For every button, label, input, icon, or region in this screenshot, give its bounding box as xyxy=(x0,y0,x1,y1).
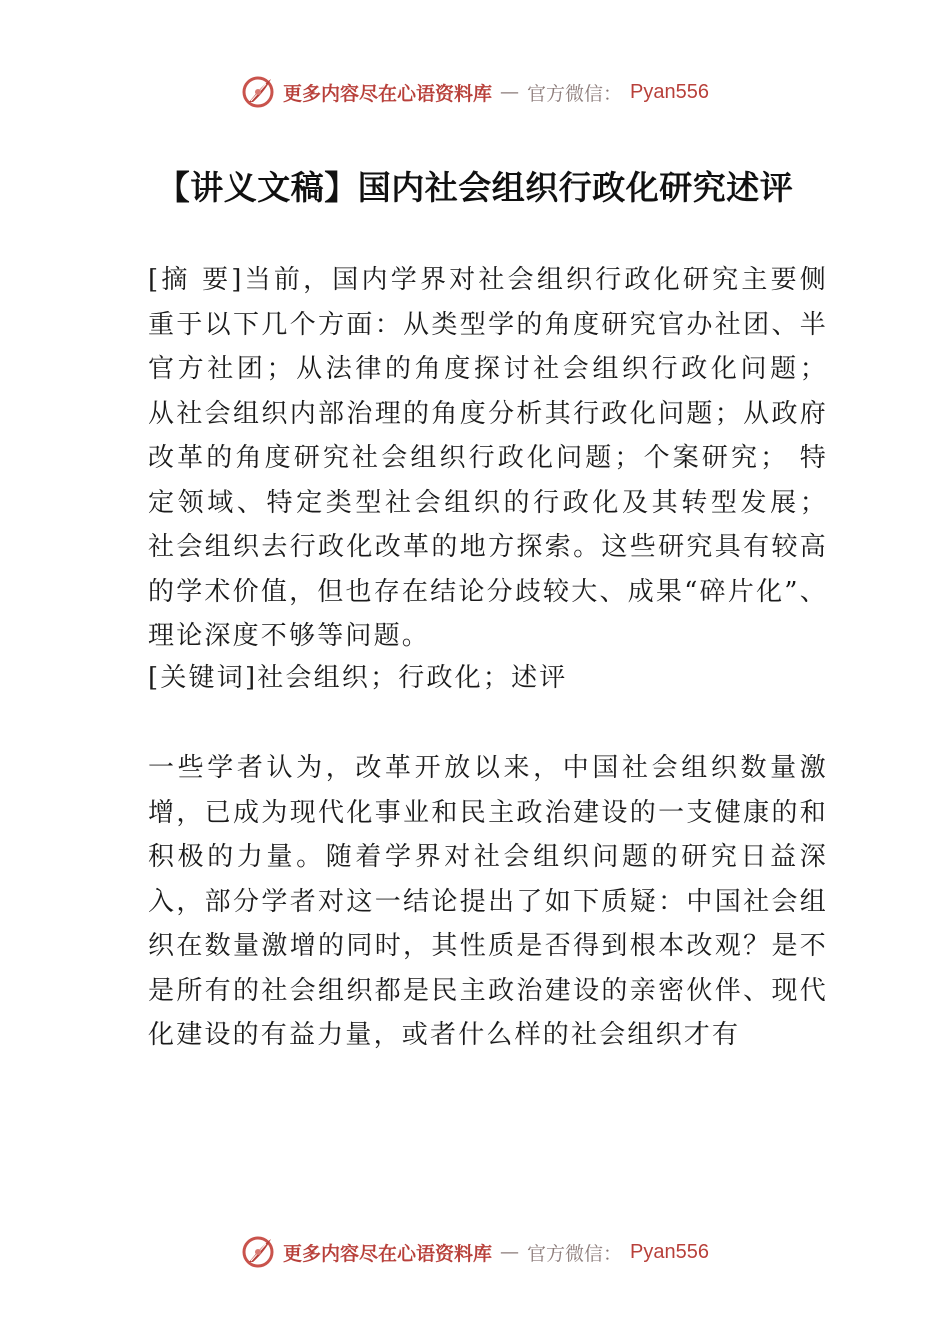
quill-pen-logo-icon xyxy=(241,1235,275,1269)
banner-wechat-id: Pyan556 xyxy=(630,1240,709,1263)
banner-separator: — xyxy=(500,1241,520,1263)
banner-wechat-label: 官方微信： xyxy=(527,82,623,105)
keywords-line: [关键词]社会组织；行政化；述评 xyxy=(148,663,568,693)
banner-separator: — xyxy=(500,81,520,103)
banner-wechat-id: Pyan556 xyxy=(630,80,709,103)
footer-banner xyxy=(0,1232,950,1272)
document-title: 【讲义文稿】国内社会组织行政化研究述评 xyxy=(156,168,794,207)
banner-wechat-label: 官方微信： xyxy=(527,1242,623,1265)
abstract-paragraph: [摘 要]当前，国内学界对社会组织行政化研究主要侧重于以下几个方面：从类型学的角度研究官办社团、半官方社团；从法律的角度探讨社会组织行政化问题； 从社会组织内部治理的角度分析其行政化问题；从政府改革的角度研究社会组织行政化问题；个案研究； 特定领域、特定类型社会组织的行政化及其转型发展； 社会组织去行政化改革的地方探索。这些研究具有较高的学术价值，但也存在结论分歧较大、成果“碎片化”、理论深度不够等问题。 xyxy=(148,265,828,651)
body-paragraph: 一些学者认为，改革开放以来，中国社会组织数量激增，已成为现代化事业和民主政治建设的一支健康的和积极的力量。随着学界对社会组织问题的研究日益深入，部分学者对这一结论提出了如下质疑：中国社会组织在数量激增的同时，其性质是否得到根本改观？是不是所有的社会组织都是民主政治建设的亲密伙伴、现代化建设的有益力量，或者什么样的社会组织才有 xyxy=(148,753,828,1050)
banner-text: 更多内容尽在心语资料库 xyxy=(283,82,493,105)
banner-text: 更多内容尽在心语资料库 xyxy=(283,1242,493,1265)
header-banner xyxy=(0,72,950,112)
quill-pen-logo-icon xyxy=(241,75,275,109)
